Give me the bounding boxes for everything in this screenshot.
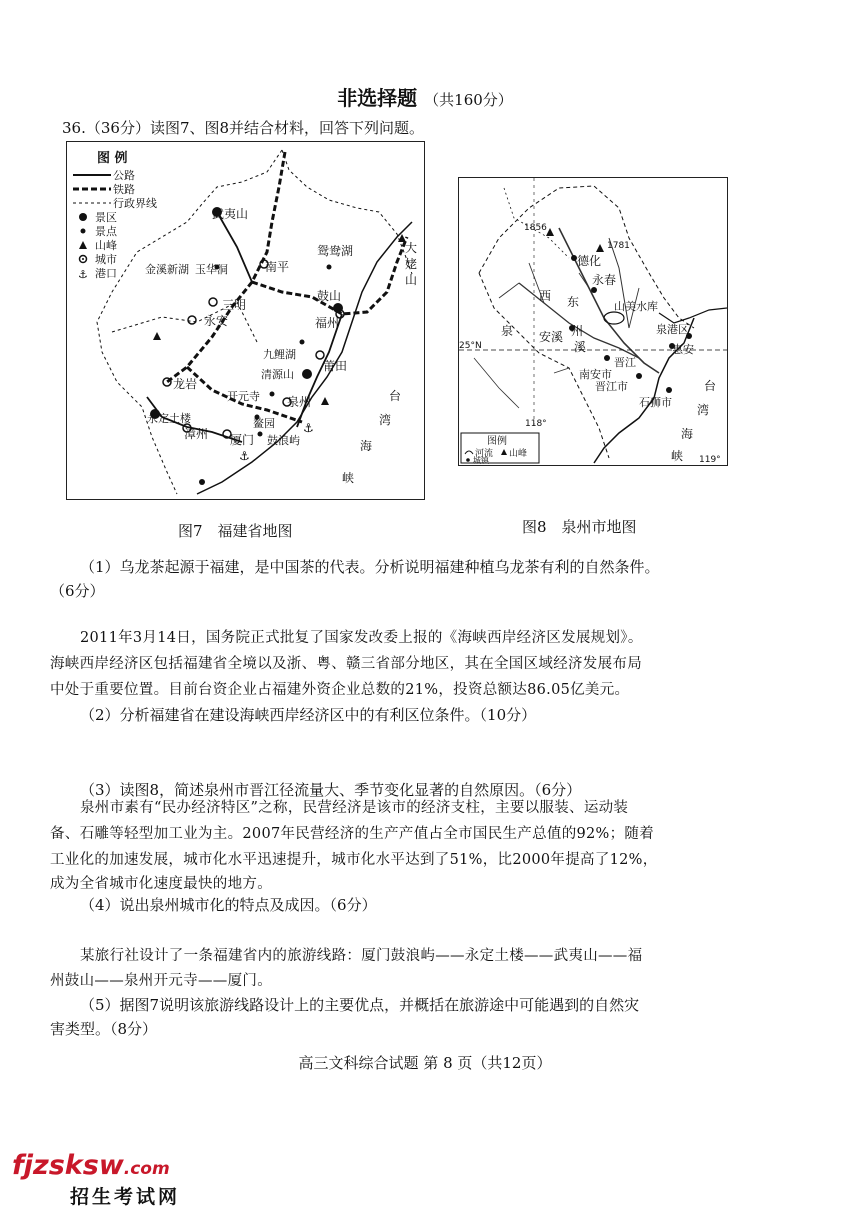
fig8-legend-peak: 山峰 xyxy=(509,449,528,459)
label-dalao-1: 大 xyxy=(405,241,418,255)
question-4: （4）说出泉州城市化的特点及成因。（6分） xyxy=(80,896,377,914)
label-xiamen: 厦门 xyxy=(230,433,255,447)
label-dongxi-1: 东 xyxy=(567,295,580,309)
label-taiwan-strait-4: 峡 xyxy=(342,471,355,485)
site-tagline: 招生考试网 xyxy=(70,1186,181,1208)
label-quanzhou: 泉州 xyxy=(287,395,312,409)
label-gulangyu: 鼓浪屿 xyxy=(267,434,300,447)
fig8-caption: 图8 泉州市地图 xyxy=(522,518,637,536)
label-longyan: 龙岩 xyxy=(173,377,198,391)
label-jinxi-xinhu: 金溪新湖 xyxy=(145,263,189,276)
label-dalao-3: 山 xyxy=(405,273,418,287)
question-1: （1）乌龙茶起源于福建，是中国茶的代表。分析说明福建种植乌龙茶有利的自然条件。 xyxy=(80,558,660,576)
label-fuzhou: 福州 xyxy=(315,316,340,330)
label-fig8-strait-2: 湾 xyxy=(697,403,710,417)
fig8-legend-river: 河流 xyxy=(475,449,494,459)
legend-road: 公路 xyxy=(113,169,135,182)
question-1-score: （6分） xyxy=(50,582,105,600)
label-shishi: 石狮市 xyxy=(639,396,672,409)
section-title: 非选择题 （共160分） xyxy=(337,86,513,110)
label-aoyuan: 鳌园 xyxy=(253,417,275,430)
svg-text:⚓: ⚓ xyxy=(78,268,88,281)
legend-railway: 铁路 xyxy=(113,183,135,196)
legend-boundary: 行政界线 xyxy=(113,197,157,210)
label-xi: 溪 xyxy=(574,340,587,354)
label-yuanyanghu: 鸳鸯湖 xyxy=(317,244,354,258)
label-wuyishan: 武夷山 xyxy=(212,207,249,221)
material-2-line-4: 成为全省城市化速度最快的地方。 xyxy=(50,876,272,892)
label-yuhuadong: 玉华洞 xyxy=(195,263,228,276)
label-quanzhou-2: 州 xyxy=(571,324,584,338)
label-quanzhou-1: 泉 xyxy=(501,324,514,338)
legend-scenic-area: 景区 xyxy=(95,211,117,224)
label-yongchun: 永春 xyxy=(592,273,617,287)
label-taiwan-strait-2: 湾 xyxy=(379,413,392,427)
fig8-legend-town: 城镇 xyxy=(473,456,489,465)
label-fig8-strait-1: 台 xyxy=(704,379,717,393)
question-3: （3）读图8，简述泉州市晋江径流量大、季节变化显著的自然原因。（6分） xyxy=(80,781,582,799)
label-jinjiang-city: 晋江市 xyxy=(595,380,628,393)
label-taiwan-strait-3: 海 xyxy=(360,439,373,453)
material-2-line-2: 备、石雕等轻型加工业为主。2007年民营经济的生产产值占全市国民生产总值的92%；随着 xyxy=(50,826,655,842)
fig8-quanzhou-map xyxy=(458,177,728,466)
label-kaiyuansi: 开元寺 xyxy=(227,390,260,403)
label-fig8-strait-4: 峡 xyxy=(671,449,684,463)
label-qingyuanshan: 清源山 xyxy=(261,368,294,381)
fig8-longitude-119: 119° xyxy=(699,455,721,465)
label-anxi: 安溪 xyxy=(539,330,564,344)
material-3-line-1: 某旅行社设计了一条福建省内的旅游线路：厦门鼓浪屿——永定土楼——武夷山——福 xyxy=(80,948,643,964)
label-fig8-strait-3: 海 xyxy=(681,427,694,441)
site-logo-text: fjzsksw xyxy=(12,1150,124,1181)
site-logo-domain: .com xyxy=(123,1159,170,1179)
material-3-line-2: 州鼓山——泉州开元寺——厦门。 xyxy=(50,973,272,989)
material-2-line-3: 工业化的加速发展，城市化水平迅速提升，城市化水平达到了51%，比2000年提高了12%， xyxy=(50,852,658,868)
fig7-fujian-map xyxy=(66,141,425,500)
label-nanping: 南平 xyxy=(265,260,290,274)
label-sanming: 三明 xyxy=(222,298,247,312)
fig8-peak-1781: 1781 xyxy=(607,241,630,251)
material-1-line-1: 2011年3月14日，国务院正式批复了国家发改委上报的《海峡西岸经济区发展规划》。 xyxy=(80,630,643,646)
legend-peak: 山峰 xyxy=(95,239,117,252)
label-quangang: 泉港区 xyxy=(656,323,689,336)
label-huian: 惠安 xyxy=(672,343,694,356)
fig8-longitude-118: 118° xyxy=(525,419,547,429)
section-score: （共160分） xyxy=(424,91,513,109)
question-5-line-1: （5）据图7说明该旅游线路设计上的主要优点，并概括在旅游途中可能遇到的自然灾 xyxy=(80,996,640,1014)
label-yongan: 永安 xyxy=(204,314,229,328)
site-logo[interactable] xyxy=(12,1150,170,1181)
fig7-legend-title: 图 例 xyxy=(97,151,128,166)
label-dehua: 德化 xyxy=(577,254,602,268)
legend-port: 港口 xyxy=(95,267,117,280)
fig8-latitude: 25°N xyxy=(459,341,482,351)
question-2: （2）分析福建省在建设海峡西岸经济区中的有利区位条件。（10分） xyxy=(80,706,537,724)
label-jiulihu: 九鲤湖 xyxy=(263,348,296,361)
svg-text:⚓: ⚓ xyxy=(303,421,314,435)
label-shanmei-reservoir: 山美水库 xyxy=(614,300,658,313)
label-dalao-2: 姥 xyxy=(405,257,418,271)
material-1-line-3: 中处于重要位置。目前台资企业占福建外资企业总数的21%，投资总额达86.05亿美元。 xyxy=(50,682,630,698)
question-head: 36.（36分）读图7、图8并结合材料，回答下列问题。 xyxy=(62,119,425,137)
label-zhangzhou: 漳州 xyxy=(184,427,209,441)
label-jinjiang-river: 晋江 xyxy=(614,356,636,369)
legend-scenic-spot: 景点 xyxy=(95,225,117,238)
label-putian: 莆田 xyxy=(323,359,348,373)
label-xixi-1: 西 xyxy=(539,289,552,303)
label-gushan: 鼓山 xyxy=(317,289,342,303)
fig8-legend-title: 图例 xyxy=(487,436,507,447)
page-footer: 高三文科综合试题 第 8 页（共12页） xyxy=(298,1054,552,1072)
fig8-peak-1856: 1856 xyxy=(524,223,547,233)
label-nanan: 南安市 xyxy=(579,368,612,381)
fig7-caption: 图7 福建省地图 xyxy=(178,522,293,540)
label-taiwan-strait-1: 台 xyxy=(389,389,402,403)
legend-city: 城市 xyxy=(95,253,117,266)
question-5-line-2: 害类型。（8分） xyxy=(50,1020,158,1038)
svg-text:⚓: ⚓ xyxy=(239,449,250,463)
material-1-line-2: 海峡西岸经济区包括福建省全境以及浙、粤、赣三省部分地区，其在全国区域经济发展布局 xyxy=(50,656,642,672)
material-2-line-1: 泉州市素有“民办经济特区”之称，民营经济是该市的经济支柱，主要以服装、运动装 xyxy=(80,800,629,816)
label-yongding-tulou: 永定土楼 xyxy=(147,412,191,425)
